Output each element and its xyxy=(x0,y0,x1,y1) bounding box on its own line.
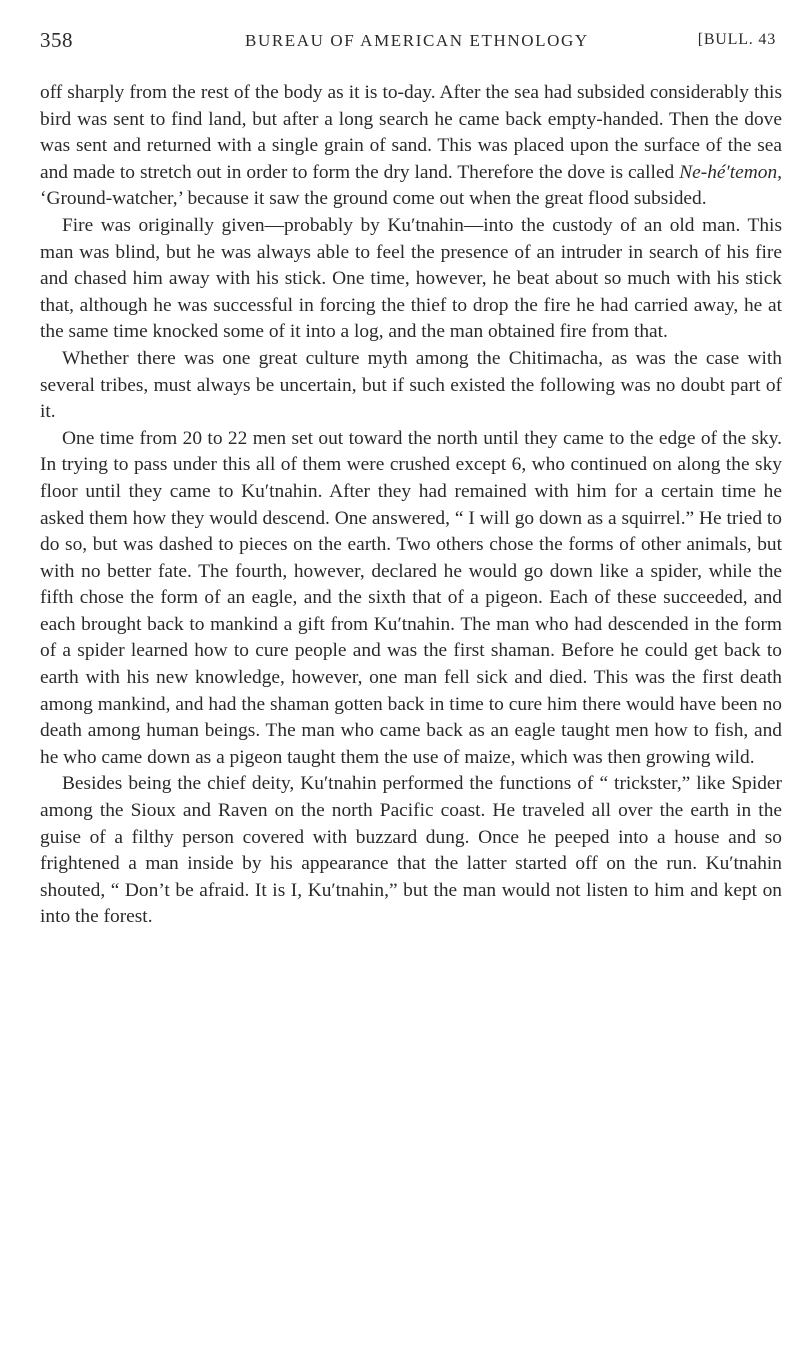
paragraph-text: off sharply from the rest of the body as it is to-day. After the sea had subsided considerably this bird was sent to find land, but after a long search he came back empty-handed. Then the dove was sent and returned with a single grain of sand. This was placed upon the surface of the sea and made to stretch out in order to form the dry land. Therefore the dove is called xyxy=(40,82,782,183)
paragraph-trickster: Besides being the chief deity, Ku′tnahin performed the functions of “ trickster,” like Spider among the Sioux and Raven on the north Pacific coast. He traveled all over the earth in the guise of a filthy person covered with buzzard dung. Once he peeped into a house and so frightened a man inside by his appearance that the latter started off on the run. Ku′tnahin shouted, “ Don’t be afraid. It is I, Ku′tnahin,” but the man would not listen to him and kept on into the forest. xyxy=(40,773,782,928)
paragraph-six-men: One time from 20 to 22 men set out toward the north until they came to the edge of the sky. In trying to pass under this all of them were crushed except 6, who continued on along the sky floor until they came to Ku′tnahin. After they had remained with him for a certain time he asked them how they would descend. One answered, “ I will go down as a squirrel.” He tried to do so, but was dashed to pieces on the earth. Two others chose the forms of other animals, but with no better fate. The fourth, however, declared he would go down like a spider, while the fifth chose the form of an eagle, and the sixth that of a pigeon. Each of these succeeded, and each brought back to mankind a gift from Ku′tnahin. The man who had descended in the form of a spider learned how to cure people and was the first shaman. Before he could get back to earth with his new knowledge, however, one man fell sick and died. This was the first death among mankind, and had the shaman gotten back in time to cure him there would have been no death among human beings. The man who came back as an eagle taught men how to fish, and he who came down as a pigeon taught them the use of maize, which was then growing wild. xyxy=(40,427,782,768)
bulletin-reference: [BULL. 43 xyxy=(697,31,776,48)
paragraph-fire-origin: Fire was originally given—probably by Ku′tnahin—into the custody of an old man. This man was blind, but he was always able to feel the presence of an intruder in search of his fire and chased him away with his stick. One time, however, he beat about so much with his stick that, although he was successful in forcing the thief to drop the fire he had carried away, he at the same time knocked some of it into a log, and the man obtained fire from that. xyxy=(40,214,782,343)
paragraph-text: ‘Ground-watcher,’ because it saw the ground come out when the great flood subsided. xyxy=(40,188,707,210)
page-header xyxy=(40,28,782,62)
native-term: Ne-hé′temon, xyxy=(679,161,782,183)
paragraph-flood-continuation xyxy=(40,80,782,213)
body-text xyxy=(40,80,782,931)
paragraph-culture-myth: Whether there was one great culture myth among the Chitimacha, as was the case with several tribes, must always be uncertain, but if such existed the following was no doubt part of it. xyxy=(40,347,782,423)
running-head: BUREAU OF AMERICAN ETHNOLOGY xyxy=(245,31,589,50)
page-number: 358 xyxy=(40,28,73,52)
document-page xyxy=(40,28,782,931)
